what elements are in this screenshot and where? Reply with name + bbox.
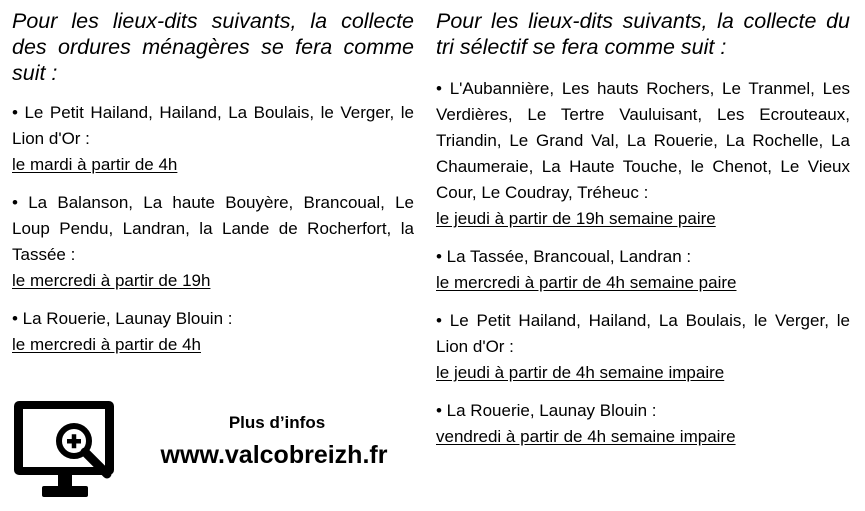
schedule-entry	[436, 244, 850, 296]
entry-schedule: le jeudi à partir de 19h semaine paire	[436, 209, 716, 228]
schedule-entry	[12, 190, 414, 294]
entry-schedule: le mercredi à partir de 19h	[12, 271, 211, 290]
household-waste-heading: Pour les lieux-dits suivants, la collecte des ordures ménagères se fera comme suit :	[12, 9, 414, 85]
schedule-entry	[12, 100, 414, 178]
entry-schedule: le mercredi à partir de 4h semaine paire	[436, 273, 737, 292]
household-waste-column	[12, 8, 414, 358]
schedule-entry	[436, 308, 850, 386]
entry-schedule: le mardi à partir de 4h	[12, 155, 178, 174]
selective-sorting-heading: Pour les lieux-dits suivants, la collecte du tri sélectif se fera comme suit :	[436, 9, 850, 59]
entry-schedule: vendredi à partir de 4h semaine impaire	[436, 427, 736, 446]
more-info-block	[12, 399, 414, 503]
entry-places: • Le Petit Hailand, Hailand, La Boulais, le Verger, le Lion d'Or :	[12, 103, 414, 148]
entry-places: • La Rouerie, Launay Blouin :	[12, 309, 233, 328]
entry-places: • La Rouerie, Launay Blouin :	[436, 401, 657, 420]
entry-places: • Le Petit Hailand, Hailand, La Boulais, le Verger, le Lion d'Or :	[436, 311, 850, 356]
entry-places: • La Tassée, Brancoual, Landran :	[436, 247, 692, 266]
entry-schedule: le mercredi à partir de 4h	[12, 335, 201, 354]
website-link[interactable]: www.valcobreizh.fr	[160, 441, 388, 469]
entry-schedule: le jeudi à partir de 4h semaine impaire	[436, 363, 725, 382]
schedule-entry	[436, 398, 850, 450]
more-info-label: Plus d’infos	[228, 413, 326, 432]
entry-places: • La Balanson, La haute Bouyère, Brancoual, Le Loup Pendu, Landran, la Lande de Rocherfort, la Tassée :	[12, 193, 414, 264]
schedule-entry	[12, 306, 414, 358]
monitor-magnifier-icon	[12, 399, 122, 501]
schedule-entry	[436, 76, 850, 232]
entry-places: • L'Aubannière, Les hauts Rochers, Le Tranmel, Les Verdières, Le Tertre Vauluisant, Les Ecrouteaux, Triandin, Le Grand Val, La Rouerie, La Rochelle, La Chaumeraie, La Haute Touche, le Chenot, Le Vieux Cour, Le Coudray, Tréheuc :	[436, 79, 850, 202]
selective-sorting-column	[436, 8, 850, 450]
